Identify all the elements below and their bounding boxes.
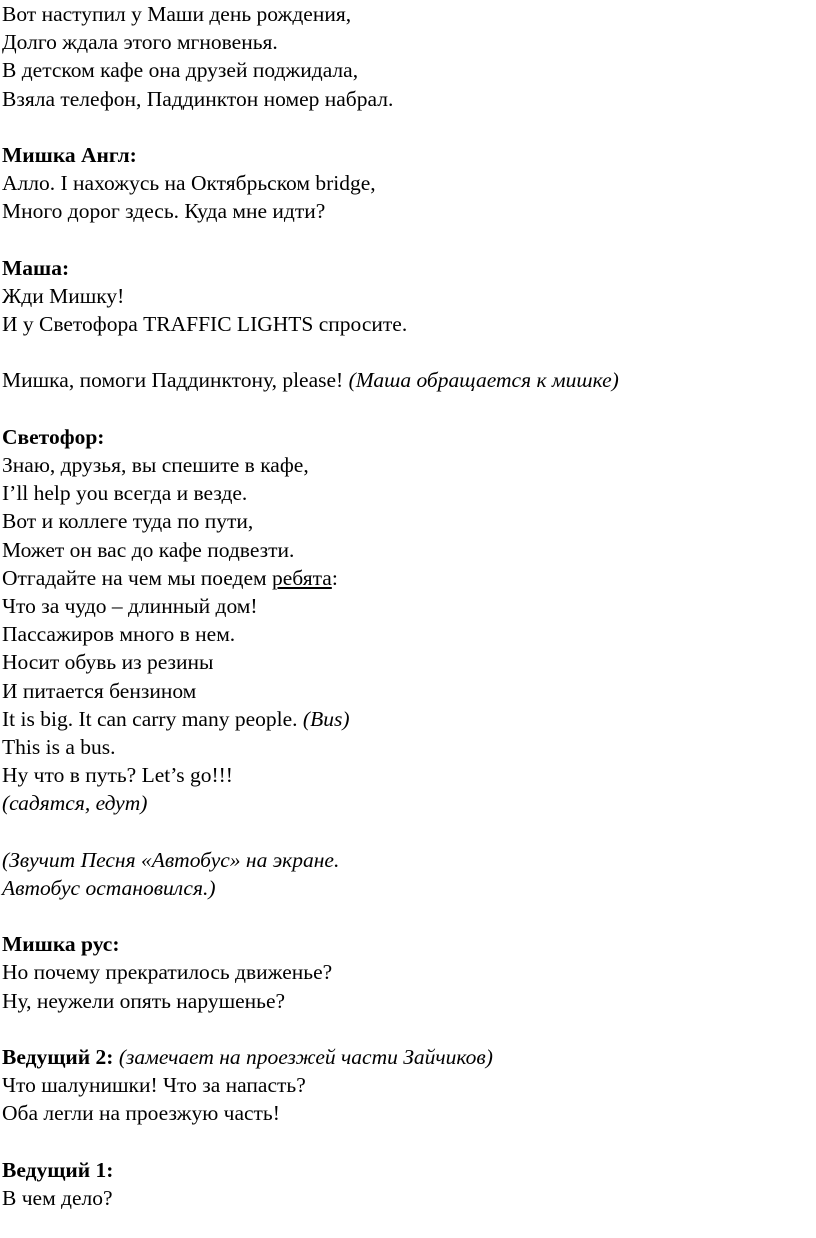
- text-line: И питается бензином: [2, 678, 197, 703]
- text-line: В детском кафе она друзей поджидала,: [2, 58, 359, 83]
- text-line: Знаю, друзья, вы спешите в кафе,: [2, 453, 309, 477]
- text-line: Долго ждала этого мгновенья.: [2, 30, 278, 55]
- text-line: И у Светофора TRAFFIC LIGHTS спросите.: [2, 312, 408, 337]
- text-line: Оба легли на проезжую часть!: [2, 1101, 280, 1126]
- text-line: Может он вас до кафе подвезти.: [2, 537, 295, 562]
- text-line: Взяла телефон, Паддинктон номер набрал.: [2, 86, 394, 111]
- blank-line: [2, 226, 802, 254]
- text-line: Носит обувь из резины: [2, 650, 214, 675]
- blank-line: [2, 1128, 802, 1156]
- stage-direction: (Маша обращается к мишке): [348, 368, 619, 393]
- text-line: Что за чудо – длинный дом!: [2, 593, 258, 618]
- stage-direction: (Bus): [302, 706, 350, 731]
- blank-line: [2, 338, 802, 366]
- underlined-word: ребята: [272, 565, 332, 590]
- text-segment: It is big. It can carry many people.: [2, 706, 303, 731]
- text-line: Вот наступил у Маши день рождения,: [2, 2, 352, 26]
- blank-line: [2, 817, 802, 845]
- document-page: [2, 0, 802, 1212]
- text-line: Вот и коллеге туда по пути,: [2, 509, 254, 534]
- stage-direction: (замечает на проезжей части Зайчиков): [118, 1044, 493, 1069]
- speaker-heading: Светофор:: [2, 424, 105, 449]
- text-line: Много дорог здесь. Куда мне идти?: [2, 199, 326, 224]
- speaker-heading: Ведущий 1:: [2, 1157, 114, 1182]
- text-line: [2, 564, 802, 592]
- blank-line: [2, 1015, 802, 1043]
- speaker-heading: Мишка Англ:: [2, 142, 137, 167]
- speaker-heading: Мишка рус:: [2, 932, 120, 957]
- text-line: This is a bus.: [2, 734, 116, 759]
- text-segment: Мишка, помоги Паддинктону, please!: [2, 368, 349, 393]
- speaker-heading: Маша:: [2, 255, 70, 280]
- stage-direction: Автобус остановился.): [2, 875, 216, 900]
- text-line-with-stage-direction: [2, 705, 802, 733]
- stage-direction: (садятся, едут): [2, 791, 148, 816]
- text-segment: Отгадайте на чем мы поедем: [2, 565, 273, 590]
- text-line: Ну, неужели опять нарушенье?: [2, 988, 286, 1013]
- text-line: Но почему прекратилось движенье?: [2, 960, 333, 985]
- stage-direction: (Звучит Песня «Автобус» на экране.: [2, 847, 340, 872]
- text-line: Жди Мишку!: [2, 283, 125, 308]
- speaker-heading-with-stage-direction: [2, 1043, 802, 1071]
- text-line: Что шалунишки! Что за напасть?: [2, 1073, 306, 1098]
- text-line: I’ll help you всегда и везде.: [2, 481, 248, 506]
- text-line: В чем дело?: [2, 1185, 113, 1210]
- text-line: Ну что в путь? Let’s go!!!: [2, 763, 233, 788]
- text-line-with-stage-direction: [2, 366, 802, 394]
- blank-line: [2, 395, 802, 423]
- text-line: Пассажиров много в нем.: [2, 622, 236, 647]
- speaker-heading: Ведущий 2:: [2, 1044, 119, 1069]
- text-line: Алло. I нахожусь на Октябрьском bridge,: [2, 171, 376, 196]
- text-segment: :: [331, 565, 338, 590]
- blank-line: [2, 113, 802, 141]
- blank-line: [2, 902, 802, 930]
